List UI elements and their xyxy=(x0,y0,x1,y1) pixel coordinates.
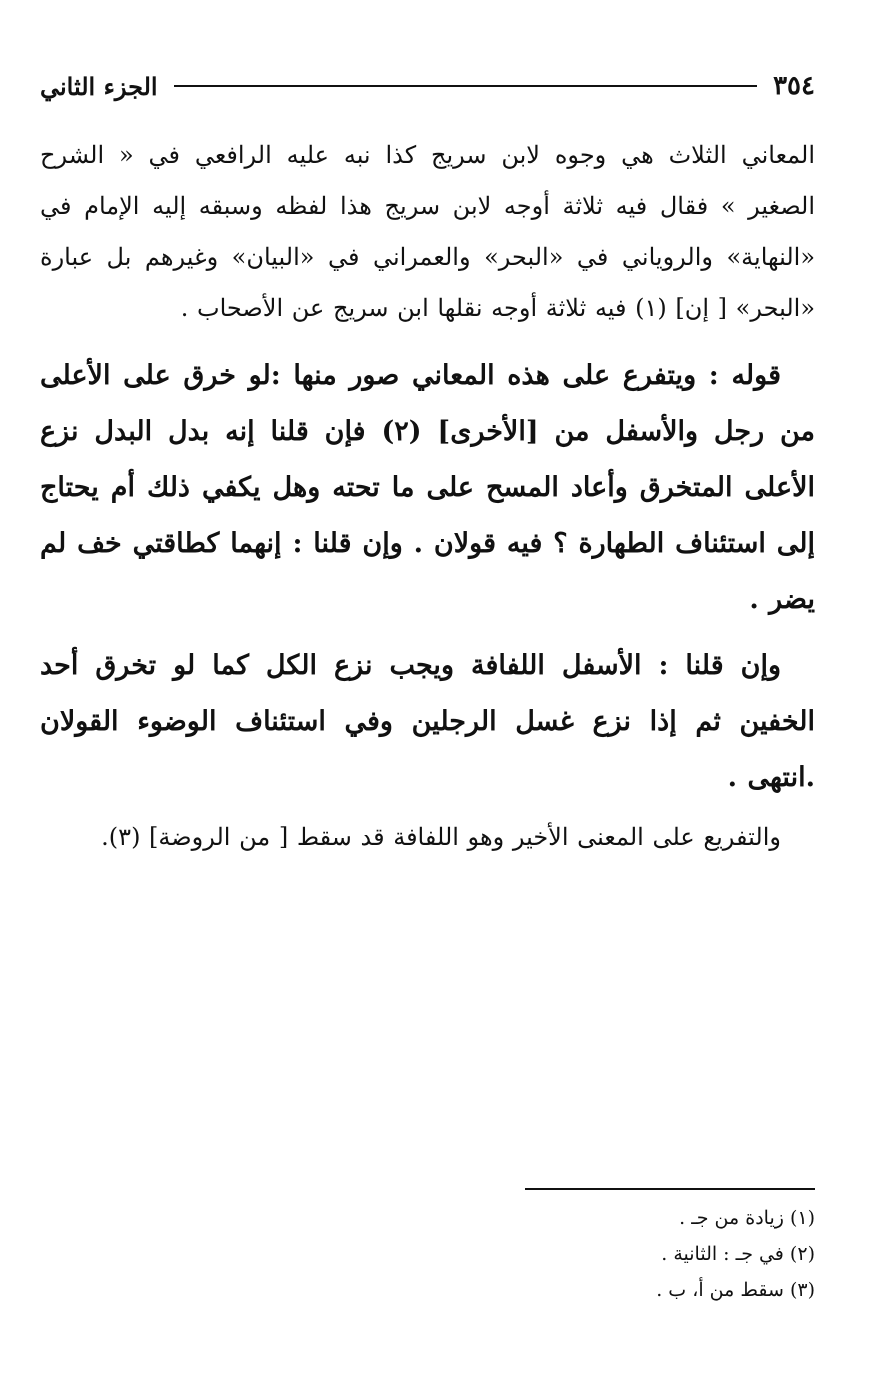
running-header xyxy=(40,66,815,106)
footnote-1: (١) زيادة من جـ . xyxy=(679,1207,815,1229)
paragraph-3: وإن قلنا : الأسفل اللفافة ويجب نزع الكل كما لو تخرق أحد الخفين ثم إذا نزع غسل الرجلين وفي استئناف الوضوء القولان .انتهى . xyxy=(40,650,815,793)
footnote-2: (٢) في جـ : الثانية . xyxy=(661,1243,815,1265)
footnote-rule xyxy=(525,1188,815,1190)
page-number: ٣٥٤ xyxy=(773,71,815,101)
part-title: الجزء الثاني xyxy=(40,71,158,101)
paragraph-1: المعاني الثلاث هي وجوه لابن سريج كذا نبه عليه الرافعي في « الشرح الصغير » فقال فيه ثلاثة أوجه لابن سريج هذا لفظه وسبقه إليه الإمام في «النهاية» والروياني في «البحر» والعمراني في «البيان» وغيرهم بل عبارة «البحر» [ إن] (١) فيه ثلاثة أوجه نقلها ابن سريج عن الأصحاب . xyxy=(40,141,816,322)
header-rule xyxy=(174,85,758,87)
body-text xyxy=(40,130,815,863)
paragraph-2: قوله : ويتفرع على هذه المعاني صور منها :لو خرق على الأعلى من رجل والأسفل من [الأخرى] (٢) فإن قلنا إنه بدل البدل نزع الأعلى المتخرق وأعاد المسح على ما تحته وهل يكفي ذلك أم يحتاج إلى استئناف الطهارة ؟ فيه قولان . وإن قلنا : إنهما كطاقتي خف لم يضر . xyxy=(40,360,816,615)
footnote-3: (٣) سقط من أ، ب . xyxy=(656,1279,815,1301)
footnotes xyxy=(380,1200,815,1308)
paragraph-4: والتفريع على المعنى الأخير وهو اللفافة قد سقط [ من الروضة] (٣). xyxy=(101,823,781,851)
